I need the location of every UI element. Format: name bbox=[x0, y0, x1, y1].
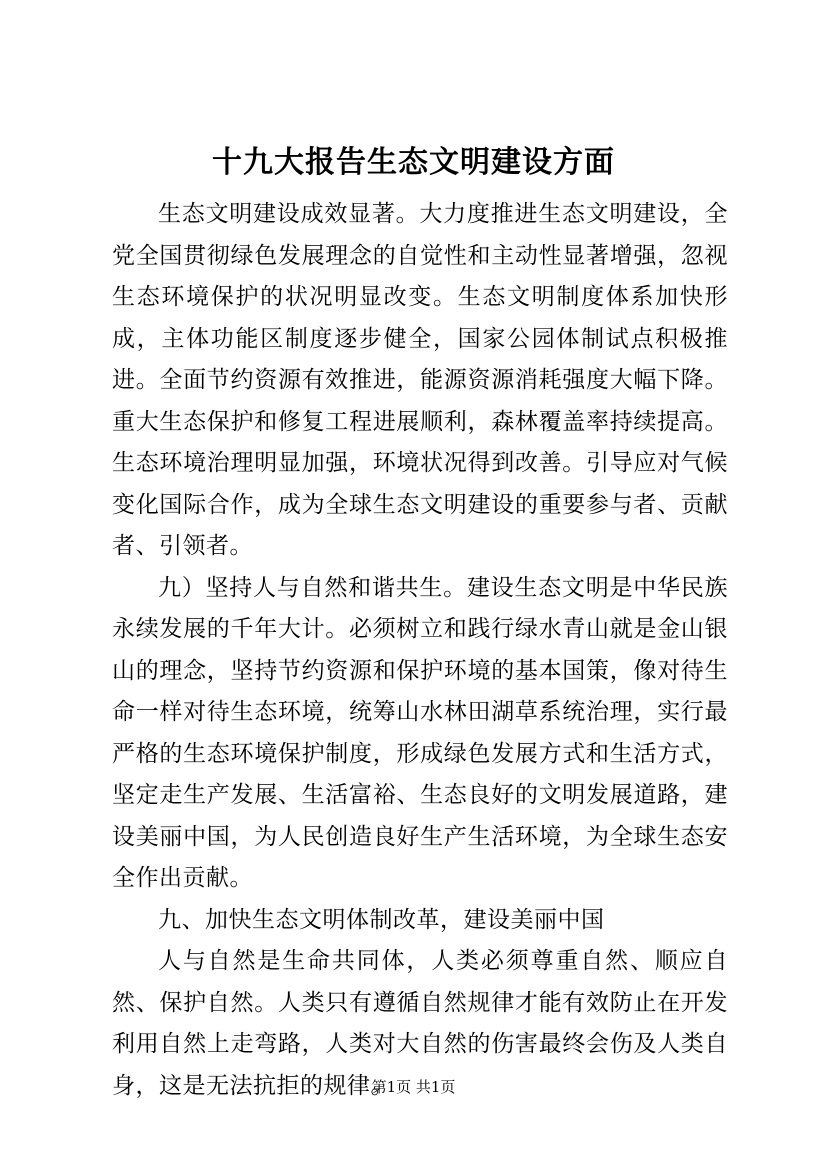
paragraph-achievements: 生态文明建设成效显著。大力度推进生态文明建设，全党全国贯彻绿色发展理念的自觉性和主动性显著增强，忽视生态环境保护的状况明显改变。生态文明制度体系加快形成，主体功能区制度逐步健全，国家公园体制试点积极推进。全面节约资源有效推进，能源资源消耗强度大幅下降。重大生态保护和修复工程进展顺利，森林覆盖率持续提高。生态环境治理明显加强，环境状况得到改善。引导应对气候变化国际合作，成为全球生态文明建设的重要参与者、贡献者、引领者。 bbox=[112, 201, 728, 559]
document-body bbox=[112, 194, 728, 1107]
page-footer: 第1页 共1页 bbox=[371, 1078, 456, 1096]
document-title: 十九大报告生态文明建设方面 bbox=[212, 145, 615, 180]
section-heading: 九、加快生态文明体制改革，建设美丽中国 bbox=[158, 906, 605, 933]
paragraph-harmony: 九）坚持人与自然和谐共生。建设生态文明是中华民族永续发展的千年大计。必须树立和践行绿水青山就是金山银山的理念，坚持节约资源和保护环境的基本国策，像对待生命一样对待生态环境，统筹山水林田湖草系统治理，实行最严格的生态环境保护制度，形成绿色发展方式和生活方式，坚定走生产发展、生活富裕、生态良好的文明发展道路，建设美丽中国，为人民创造良好生产生活环境，为全球生态安全作出贡献。 bbox=[112, 574, 728, 891]
paragraph-nature: 人与自然是生命共同体，人类必须尊重自然、顺应自然、保护自然。人类只有遵循自然规律才能有效防止在开发利用自然上走弯路，人类对大自然的伤害最终会伤及人类自身，这是无法抗拒的规律。 bbox=[112, 948, 728, 1099]
